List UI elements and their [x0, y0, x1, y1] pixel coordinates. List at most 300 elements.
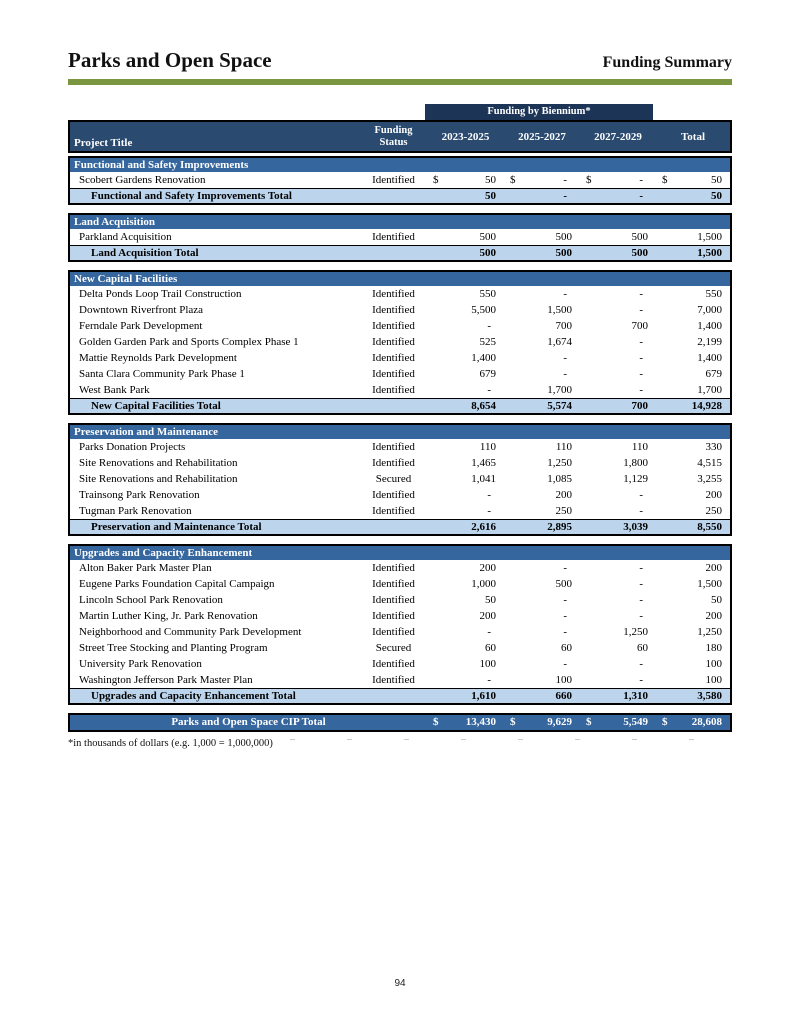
funding-status-cell: Identified: [372, 174, 415, 186]
table-row: [70, 560, 730, 576]
amount-cell-2025-2027: [504, 318, 580, 334]
amount-cell-total: [656, 656, 730, 672]
section-total-row: [70, 188, 730, 203]
amount-value: 1,400: [697, 352, 722, 364]
amount-cell-total: [656, 439, 730, 455]
amount-cell-2027-2029: [580, 334, 656, 350]
amount-cell-2027-2029: [580, 592, 656, 608]
amount-cell-2023-2025: [427, 656, 504, 672]
project-title-cell: Washington Jefferson Park Master Plan: [79, 674, 253, 686]
amount-value: 2,895: [547, 521, 572, 533]
amount-cell-2025-2027: [504, 382, 580, 398]
amount-value: 1,500: [697, 578, 722, 590]
amount-cell-2025-2027: [504, 334, 580, 350]
amount-value: 500: [479, 231, 496, 243]
dollar-sign: $: [510, 716, 516, 728]
table-row: [70, 334, 730, 350]
table-row: [70, 624, 730, 640]
table-row: [70, 576, 730, 592]
amount-value: 1,000: [471, 578, 496, 590]
section-block: [68, 156, 732, 205]
amount-value: 1,610: [471, 690, 496, 702]
amount-value: 2,616: [471, 521, 496, 533]
amount-value: -: [639, 288, 643, 300]
amount-value: 200: [705, 562, 722, 574]
column-header-project-title: Project Title: [74, 137, 133, 149]
amount-value: -: [639, 304, 643, 316]
amount-cell-2023-2025: [427, 560, 504, 576]
amount-cell-2023-2025: [427, 350, 504, 366]
funding-table: [68, 104, 732, 732]
amount-value: 200: [479, 562, 496, 574]
column-header-total: Total: [680, 130, 706, 143]
amount-value: -: [563, 352, 567, 364]
funding-status-cell: Identified: [372, 594, 415, 606]
amount-value: 8,654: [471, 400, 496, 412]
funding-status-cell: Secured: [375, 473, 412, 485]
page-subtitle: Funding Summary: [602, 54, 732, 71]
amount-value: 100: [705, 674, 722, 686]
amount-value: 1,400: [697, 320, 722, 332]
amount-cell-2027-2029: [580, 189, 656, 203]
section-total-row: [70, 519, 730, 534]
document-header: [68, 48, 732, 73]
amount-value: 200: [705, 489, 722, 501]
amount-cell-2025-2027: [504, 455, 580, 471]
table-row: [70, 471, 730, 487]
project-title-cell: Ferndale Park Development: [79, 320, 203, 332]
amount-cell-2025-2027: [504, 229, 580, 245]
project-title-cell: Martin Luther King, Jr. Park Renovation: [79, 610, 258, 622]
amount-value: 500: [631, 231, 648, 243]
dollar-sign: $: [662, 716, 668, 728]
amount-cell-2023-2025: [427, 399, 504, 413]
project-title-cell: Mattie Reynolds Park Development: [79, 352, 237, 364]
amount-value: 1,700: [697, 384, 722, 396]
table-row: [70, 366, 730, 382]
funding-status-cell: Secured: [375, 642, 412, 654]
amount-cell-total: [656, 366, 730, 382]
amount-cell-total: [656, 592, 730, 608]
amount-cell-2023-2025: [427, 689, 504, 703]
amount-cell-total: [656, 399, 730, 413]
amount-value: 1,085: [547, 473, 572, 485]
project-title-cell: Site Renovations and Rehabilitation: [79, 473, 238, 485]
amount-cell-2023-2025: [427, 382, 504, 398]
project-title-cell: Parks Donation Projects: [79, 441, 186, 453]
amount-cell-2027-2029: [580, 350, 656, 366]
amount-cell-2025-2027: [504, 189, 580, 203]
amount-value: -: [639, 674, 643, 686]
grand-total-row: [68, 713, 732, 732]
amount-cell-2023-2025: [427, 229, 504, 245]
amount-cell-2025-2027: [504, 439, 580, 455]
amount-cell-2023-2025: [427, 302, 504, 318]
section-header: New Capital Facilities: [70, 272, 730, 286]
amount-cell-2027-2029: [580, 487, 656, 503]
amount-cell-2023-2025: [427, 246, 504, 260]
amount-cell-2027-2029: [580, 672, 656, 688]
table-row: [70, 487, 730, 503]
funding-status-cell: Identified: [372, 578, 415, 590]
table-row: [70, 318, 730, 334]
funding-status-cell: Identified: [372, 384, 415, 396]
amount-value: 250: [705, 505, 722, 517]
amount-cell-2025-2027: [504, 246, 580, 260]
amount-value: 1,500: [697, 247, 722, 259]
amount-cell-2025-2027: [504, 576, 580, 592]
amount-cell-2025-2027: [504, 350, 580, 366]
section-block: [68, 544, 732, 705]
project-title-cell: Golden Garden Park and Sports Complex Phase 1: [79, 336, 299, 348]
funding-status-cell: Identified: [372, 626, 415, 638]
header-rule: [68, 79, 732, 85]
amount-cell-2025-2027: [504, 366, 580, 382]
amount-cell-2025-2027: [504, 172, 580, 188]
section-total-label: Preservation and Maintenance Total: [91, 521, 262, 533]
project-title-cell: Neighborhood and Community Park Development: [79, 626, 302, 638]
grand-total-amount-2027-2029: [580, 715, 656, 730]
amount-value: -: [639, 384, 643, 396]
funding-status-cell: Identified: [372, 231, 415, 243]
amount-cell-2023-2025: [427, 520, 504, 534]
amount-cell-total: [656, 350, 730, 366]
amount-value: -: [639, 594, 643, 606]
amount-cell-total: [656, 640, 730, 656]
table-row: [70, 350, 730, 366]
amount-value: 110: [479, 441, 496, 453]
amount-cell-2027-2029: [580, 656, 656, 672]
amount-value: 330: [705, 441, 722, 453]
amount-value: -: [639, 489, 643, 501]
amount-cell-2023-2025: [427, 334, 504, 350]
amount-cell-2023-2025: [427, 318, 504, 334]
amount-value: 1,310: [623, 690, 648, 702]
amount-cell-2027-2029: [580, 560, 656, 576]
amount-value: 550: [479, 288, 496, 300]
amount-cell-2025-2027: [504, 608, 580, 624]
amount-value: -: [563, 368, 567, 380]
dollar-sign: $: [586, 174, 592, 186]
amount-value: 1,500: [697, 231, 722, 243]
amount-cell-2025-2027: [504, 520, 580, 534]
amount-value: 5,574: [547, 400, 572, 412]
table-row: [70, 656, 730, 672]
amount-cell-total: [656, 172, 730, 188]
amount-cell-2025-2027: [504, 503, 580, 519]
table-row: [70, 172, 730, 188]
amount-cell-2027-2029: [580, 302, 656, 318]
funding-status-cell: Identified: [372, 610, 415, 622]
amount-cell-2025-2027: [504, 592, 580, 608]
table-row: [70, 229, 730, 245]
funding-status-cell: Identified: [372, 489, 415, 501]
amount-cell-total: [656, 576, 730, 592]
amount-cell-total: [656, 560, 730, 576]
amount-cell-2025-2027: [504, 302, 580, 318]
amount-value: 100: [705, 658, 722, 670]
amount-cell-2025-2027: [504, 689, 580, 703]
section-header: Land Acquisition: [70, 215, 730, 229]
grand-total-amount-2023-2025: [427, 715, 504, 730]
project-title-cell: University Park Renovation: [79, 658, 202, 670]
amount-cell-2025-2027: [504, 471, 580, 487]
amount-value: 100: [555, 674, 572, 686]
amount-cell-2027-2029: [580, 520, 656, 534]
amount-cell-total: [656, 520, 730, 534]
amount-cell-2025-2027: [504, 656, 580, 672]
amount-value: -: [563, 288, 567, 300]
amount-cell-2027-2029: [580, 640, 656, 656]
amount-value: 14,928: [691, 400, 722, 412]
amount-value: -: [639, 336, 643, 348]
amount-value: 200: [555, 489, 572, 501]
amount-value: 1,700: [547, 384, 572, 396]
amount-value: 525: [479, 336, 496, 348]
amount-value: 13,430: [465, 716, 496, 728]
funding-status-cell: Identified: [372, 562, 415, 574]
amount-value: 3,039: [623, 521, 648, 533]
amount-value: -: [563, 626, 567, 638]
amount-value: -: [487, 384, 491, 396]
dollar-sign: $: [433, 716, 439, 728]
amount-cell-2027-2029: [580, 576, 656, 592]
project-title-cell: Trainsong Park Renovation: [79, 489, 200, 501]
amount-cell-2023-2025: [427, 439, 504, 455]
amount-value: -: [487, 674, 491, 686]
dollar-sign: $: [510, 174, 516, 186]
table-row: [70, 640, 730, 656]
amount-value: -: [563, 658, 567, 670]
amount-value: 180: [705, 642, 722, 654]
amount-value: 1,129: [623, 473, 648, 485]
amount-value: -: [639, 174, 643, 186]
amount-cell-2023-2025: [427, 286, 504, 302]
section-total-label: Upgrades and Capacity Enhancement Total: [91, 690, 296, 702]
amount-value: 1,250: [623, 626, 648, 638]
amount-cell-2025-2027: [504, 640, 580, 656]
section-total-row: [70, 245, 730, 260]
amount-value: 679: [479, 368, 496, 380]
amount-value: 1,465: [471, 457, 496, 469]
amount-cell-2027-2029: [580, 471, 656, 487]
section-block: [68, 213, 732, 262]
amount-cell-2023-2025: [427, 672, 504, 688]
amount-cell-total: [656, 286, 730, 302]
amount-value: 700: [631, 400, 648, 412]
amount-cell-2025-2027: [504, 560, 580, 576]
amount-value: 50: [485, 594, 496, 606]
amount-value: 1,500: [547, 304, 572, 316]
amount-cell-2025-2027: [504, 672, 580, 688]
funding-status-cell: Identified: [372, 368, 415, 380]
amount-value: 1,400: [471, 352, 496, 364]
amount-value: 500: [631, 247, 648, 259]
project-title-cell: West Bank Park: [79, 384, 150, 396]
funding-status-cell: Identified: [372, 352, 415, 364]
amount-cell-2027-2029: [580, 689, 656, 703]
amount-cell-total: [656, 302, 730, 318]
amount-cell-total: [656, 246, 730, 260]
amount-value: 50: [485, 174, 496, 186]
amount-cell-total: [656, 471, 730, 487]
amount-value: 679: [705, 368, 722, 380]
amount-value: 100: [479, 658, 496, 670]
project-title-cell: Scobert Gardens Renovation: [79, 174, 206, 186]
amount-cell-2023-2025: [427, 608, 504, 624]
section-total-row: [70, 398, 730, 413]
amount-cell-total: [656, 487, 730, 503]
amount-value: -: [563, 562, 567, 574]
project-title-cell: Street Tree Stocking and Planting Program: [79, 642, 268, 654]
amount-value: 8,550: [697, 521, 722, 533]
table-row: [70, 302, 730, 318]
section-total-label: Functional and Safety Improvements Total: [91, 190, 292, 202]
biennium-banner: Funding by Biennium*: [425, 104, 653, 120]
amount-cell-total: [656, 382, 730, 398]
project-title-cell: Parkland Acquisition: [79, 231, 172, 243]
project-title-cell: Downtown Riverfront Plaza: [79, 304, 204, 316]
amount-value: 660: [555, 690, 572, 702]
amount-cell-total: [656, 318, 730, 334]
table-row: [70, 382, 730, 398]
amount-cell-2027-2029: [580, 172, 656, 188]
table-row: [70, 672, 730, 688]
project-title-cell: Site Renovations and Rehabilitation: [79, 457, 238, 469]
amount-value: 1,041: [471, 473, 496, 485]
column-header-funding-status: Funding Status: [374, 124, 413, 148]
amount-value: -: [639, 610, 643, 622]
funding-status-cell: Identified: [372, 674, 415, 686]
amount-cell-2027-2029: [580, 503, 656, 519]
amount-cell-2023-2025: [427, 487, 504, 503]
amount-cell-total: [656, 334, 730, 350]
amount-value: 1,250: [547, 457, 572, 469]
table-row: [70, 439, 730, 455]
amount-cell-total: [656, 189, 730, 203]
section-header: Functional and Safety Improvements: [70, 158, 730, 172]
amount-value: 3,580: [697, 690, 722, 702]
project-title-cell: Delta Ponds Loop Trail Construction: [79, 288, 242, 300]
amount-cell-2023-2025: [427, 640, 504, 656]
amount-value: 250: [555, 505, 572, 517]
amount-value: 110: [555, 441, 572, 453]
amount-cell-2027-2029: [580, 318, 656, 334]
amount-cell-2027-2029: [580, 246, 656, 260]
table-sections: [68, 156, 732, 705]
amount-value: -: [487, 626, 491, 638]
amount-value: -: [639, 352, 643, 364]
amount-cell-total: [656, 455, 730, 471]
amount-value: 500: [555, 247, 572, 259]
section-total-label: New Capital Facilities Total: [91, 400, 221, 412]
amount-cell-2027-2029: [580, 366, 656, 382]
page-title: Parks and Open Space: [68, 48, 272, 72]
project-title-cell: Alton Baker Park Master Plan: [79, 562, 212, 574]
dollar-sign: $: [433, 174, 439, 186]
amount-value: 3,255: [697, 473, 722, 485]
amount-cell-2027-2029: [580, 286, 656, 302]
amount-cell-2023-2025: [427, 624, 504, 640]
amount-value: -: [563, 190, 567, 202]
funding-status-cell: Identified: [372, 336, 415, 348]
grand-total-amount-total: [656, 715, 730, 730]
amount-value: -: [487, 489, 491, 501]
amount-cell-2025-2027: [504, 624, 580, 640]
table-header-row: [68, 120, 732, 153]
dollar-sign: $: [586, 716, 592, 728]
amount-cell-2027-2029: [580, 229, 656, 245]
project-title-cell: Tugman Park Renovation: [79, 505, 192, 517]
column-header-2027-2029: 2027-2029: [594, 130, 642, 143]
amount-cell-2023-2025: [427, 172, 504, 188]
amount-value: 500: [555, 231, 572, 243]
table-row: [70, 592, 730, 608]
amount-cell-total: [656, 672, 730, 688]
amount-value: -: [487, 320, 491, 332]
amount-value: 60: [485, 642, 496, 654]
amount-cell-2023-2025: [427, 576, 504, 592]
amount-value: 5,500: [471, 304, 496, 316]
amount-cell-2027-2029: [580, 608, 656, 624]
funding-status-cell: Identified: [372, 505, 415, 517]
amount-value: 5,549: [623, 716, 648, 728]
amount-value: 1,800: [623, 457, 648, 469]
amount-value: -: [639, 505, 643, 517]
amount-cell-2027-2029: [580, 624, 656, 640]
column-header-2025-2027: 2025-2027: [518, 130, 566, 143]
amount-value: -: [639, 190, 643, 202]
amount-value: 60: [561, 642, 572, 654]
amount-value: 550: [705, 288, 722, 300]
amount-value: 50: [711, 594, 722, 606]
amount-cell-total: [656, 608, 730, 624]
amount-value: -: [639, 578, 643, 590]
amount-cell-2027-2029: [580, 455, 656, 471]
amount-value: 700: [555, 320, 572, 332]
amount-cell-2025-2027: [504, 399, 580, 413]
amount-cell-2027-2029: [580, 439, 656, 455]
amount-value: 4,515: [697, 457, 722, 469]
page-number: 94: [394, 978, 406, 989]
grand-total-amount-2025-2027: [504, 715, 580, 730]
amount-value: -: [639, 562, 643, 574]
grand-total-label: Parks and Open Space CIP Total: [171, 716, 326, 728]
amount-value: 7,000: [697, 304, 722, 316]
amount-value: 50: [711, 190, 722, 202]
amount-value: 60: [637, 642, 648, 654]
dollar-sign: $: [662, 174, 668, 186]
amount-value: 500: [555, 578, 572, 590]
funding-status-cell: Identified: [372, 441, 415, 453]
amount-value: 700: [631, 320, 648, 332]
amount-cell-2023-2025: [427, 471, 504, 487]
funding-status-cell: Identified: [372, 304, 415, 316]
table-row: [70, 455, 730, 471]
amount-cell-2023-2025: [427, 189, 504, 203]
amount-cell-2027-2029: [580, 399, 656, 413]
section-header: Preservation and Maintenance: [70, 425, 730, 439]
amount-cell-total: [656, 503, 730, 519]
amount-value: -: [487, 505, 491, 517]
footnote: *in thousands of dollars (e.g. 1,000 = 1,000,000): [68, 738, 273, 749]
amount-value: 50: [711, 174, 722, 186]
amount-cell-2025-2027: [504, 487, 580, 503]
funding-status-cell: Identified: [372, 320, 415, 332]
amount-value: 28,608: [691, 716, 722, 728]
amount-cell-2023-2025: [427, 366, 504, 382]
amount-cell-2027-2029: [580, 382, 656, 398]
